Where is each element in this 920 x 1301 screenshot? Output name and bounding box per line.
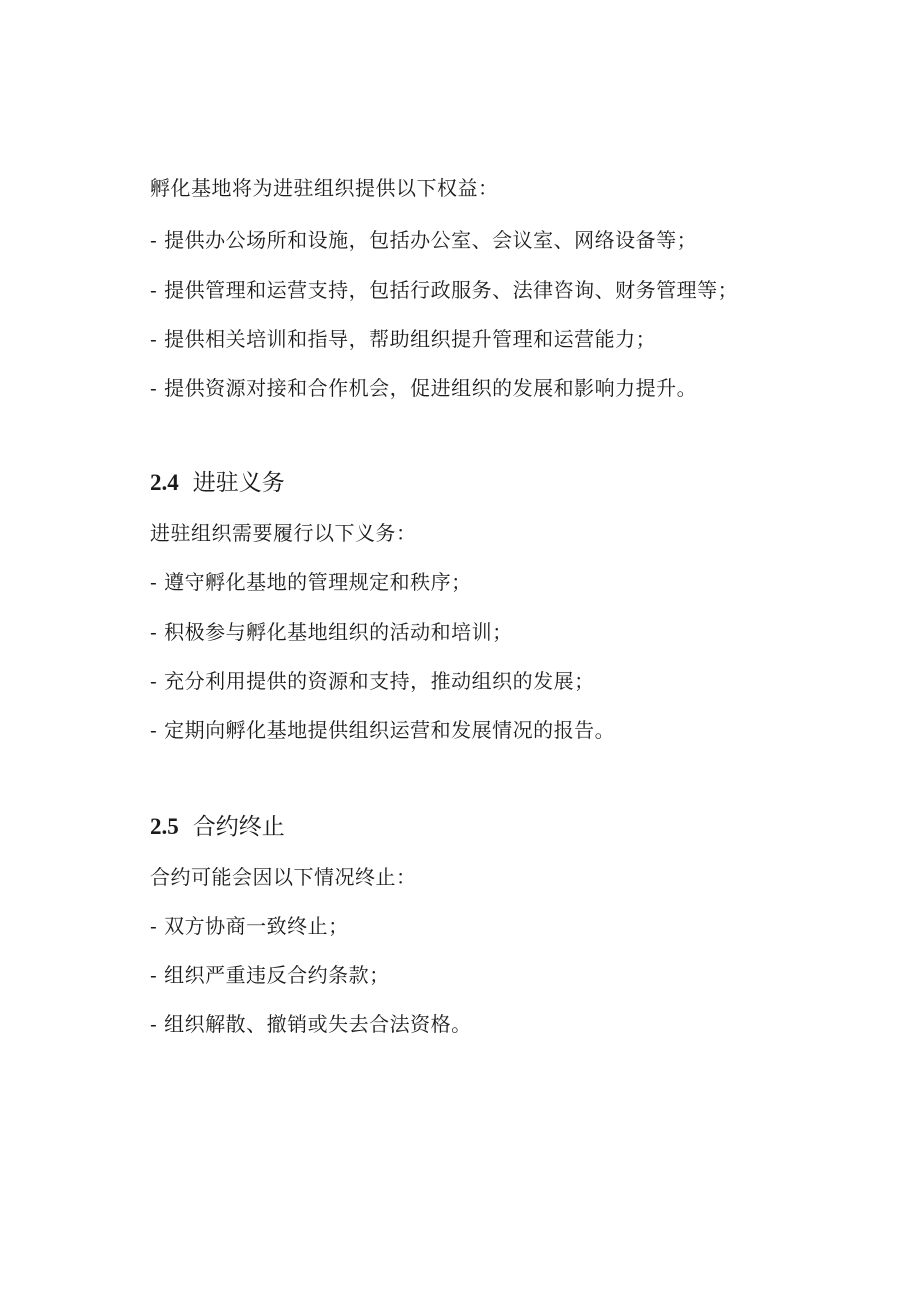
section-title: 合约终止 [192, 814, 285, 840]
section-heading-2-4 [150, 468, 285, 498]
rights-item: - 提供资源对接和合作机会，促进组织的发展和影响力提升。 [150, 376, 698, 400]
obligations-item: - 定期向孵化基地提供组织运营和发展情况的报告。 [150, 718, 616, 742]
rights-item: - 提供办公场所和设施，包括办公室、会议室、网络设备等； [150, 228, 698, 252]
section-heading-2-5 [150, 812, 285, 842]
obligations-intro: 进驻组织需要履行以下义务： [150, 521, 417, 545]
section-number: 2.5 [150, 814, 179, 839]
section-number: 2.4 [150, 470, 179, 495]
section-title: 进驻义务 [192, 470, 285, 496]
obligations-item: - 积极参与孵化基地组织的活动和培训； [150, 620, 513, 644]
obligations-item: - 充分利用提供的资源和支持，推动组织的发展； [150, 669, 595, 693]
termination-item: - 组织严重违反合约条款； [150, 963, 390, 987]
obligations-item: - 遵守孵化基地的管理规定和秩序； [150, 570, 472, 594]
rights-item: - 提供管理和运营支持，包括行政服务、法律咨询、财务管理等； [150, 278, 739, 302]
termination-intro: 合约可能会因以下情况终止： [150, 865, 417, 889]
rights-intro: 孵化基地将为进驻组织提供以下权益： [150, 176, 499, 200]
termination-item: - 组织解散、撤销或失去合法资格。 [150, 1012, 472, 1036]
termination-item: - 双方协商一致终止； [150, 914, 349, 938]
rights-item: - 提供相关培训和指导，帮助组织提升管理和运营能力； [150, 327, 657, 351]
